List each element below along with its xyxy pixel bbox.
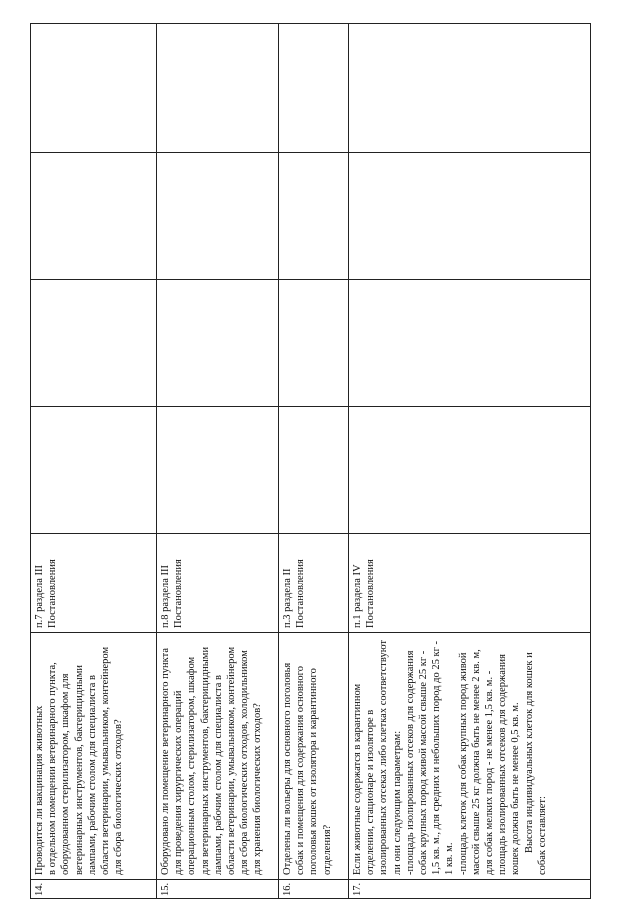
row-number: 16. [279,880,349,899]
question-line: 1,5 кв. м., для средних и небольших пород до 25 кг - [431,641,443,875]
question-line: для сбора биологических отходов? [113,719,125,875]
question-line: отделения? [321,824,333,875]
question-line: Высота индивидуальных клеток для кошек и [523,652,535,853]
question-line: Оборудовано ли помещение ветеринарного пункта [160,648,171,875]
question-line: лампами, рабочим столом для специалиста в [212,675,224,875]
question-line: Проводится ли вакцинация животных [34,705,45,875]
answer-cell [349,407,591,534]
question-line: собак крупных пород живой массой свыше 25 кг - [418,650,430,875]
answer-cell [349,280,591,407]
question-line: для собак мелких пород - не менее 1,5 кв. м. - [484,670,496,875]
question-line: собак и помещения для содержания основного [295,666,307,875]
question-line: -площадь изолированных отсеков для содержания [404,650,416,875]
question-cell [349,633,591,880]
reference-line: п.7 раздела III [34,564,45,628]
answer-cell [279,280,349,407]
checklist-table [30,23,591,899]
question-line: области ветеринарии, умывальником, контейнером [100,646,112,875]
answer-cell [279,407,349,534]
question-cell [279,633,349,880]
row-number: 14. [31,880,157,899]
reference-cell [157,534,279,633]
table-row [349,24,591,899]
answer-cell [31,280,157,407]
question-line: ветеринарных инструментов, бактерицидными [73,664,85,875]
reference-line: п.1 раздела IV [352,564,363,628]
answer-cell [31,153,157,280]
question-line: области ветеринарии, умывальником, контейнером [226,646,238,875]
question-line: массой свыше 25 кг должна быть не менее 2 кв. м, [470,649,482,875]
question-line: отделении, стационаре и изоляторе в [365,709,377,875]
question-line: оборудованном стерилизатором, шкафом для [60,673,72,875]
reference-line: п.3 раздела II [282,568,293,628]
reference-line: Постановления [295,559,307,628]
table-row [279,24,349,899]
answer-cell [157,280,279,407]
question-line: для хранения биологических отходов? [252,703,264,875]
question-line: Если животные содержатся в карантинном [352,683,363,875]
question-line: 1 кв. м. [444,842,456,875]
reference-cell [349,534,591,633]
question-line: -площадь клеток для собак крупных пород живой [457,652,469,875]
question-line: в отдельном помещении ветеринарного пункта, [47,662,59,875]
answer-cell [31,407,157,534]
answer-cell [279,153,349,280]
comment-cell [157,24,279,153]
table-row [157,24,279,899]
question-line: для проведения хирургических операций [173,690,185,875]
reference-cell [279,534,349,633]
row-number: 17. [349,880,591,899]
question-line: ли они следующим параметрам: [391,730,403,875]
question-cell [157,633,279,880]
question-line: для ветеринарных инструментов, бактерицидными [199,646,211,875]
question-line: кошек должна быть не менее 0,5 кв. м. [510,702,522,875]
reference-line: Постановления [47,559,59,628]
comment-cell [31,24,157,153]
reference-line: п.8 раздела III [160,564,171,628]
answer-cell [349,153,591,280]
reference-cell [31,534,157,633]
row-number: 15. [157,880,279,899]
question-line: поголовья кошек от изолятора и карантинного [308,668,320,875]
question-line: для сбора биологических отходов, холодильником [239,650,251,875]
answer-cell [157,153,279,280]
question-line: лампами, рабочим столом для специалиста в [86,675,98,875]
table-row [31,24,157,899]
question-line: Отделены ли вольеры для основного поголовья [282,662,293,875]
reference-line: Постановления [173,559,185,628]
comment-cell [279,24,349,153]
reference-line: Постановления [365,559,377,628]
question-line: операционным столом, стерилизатором, шкафом [186,656,198,875]
answer-cell [157,407,279,534]
question-line: собак составляет: [536,796,548,875]
question-line: изолированных отсеках либо клетках соответствуют [378,640,390,875]
comment-cell [349,24,591,153]
question-cell [31,633,157,880]
question-line: площадь изолированных отсеков для содержания [497,654,509,875]
